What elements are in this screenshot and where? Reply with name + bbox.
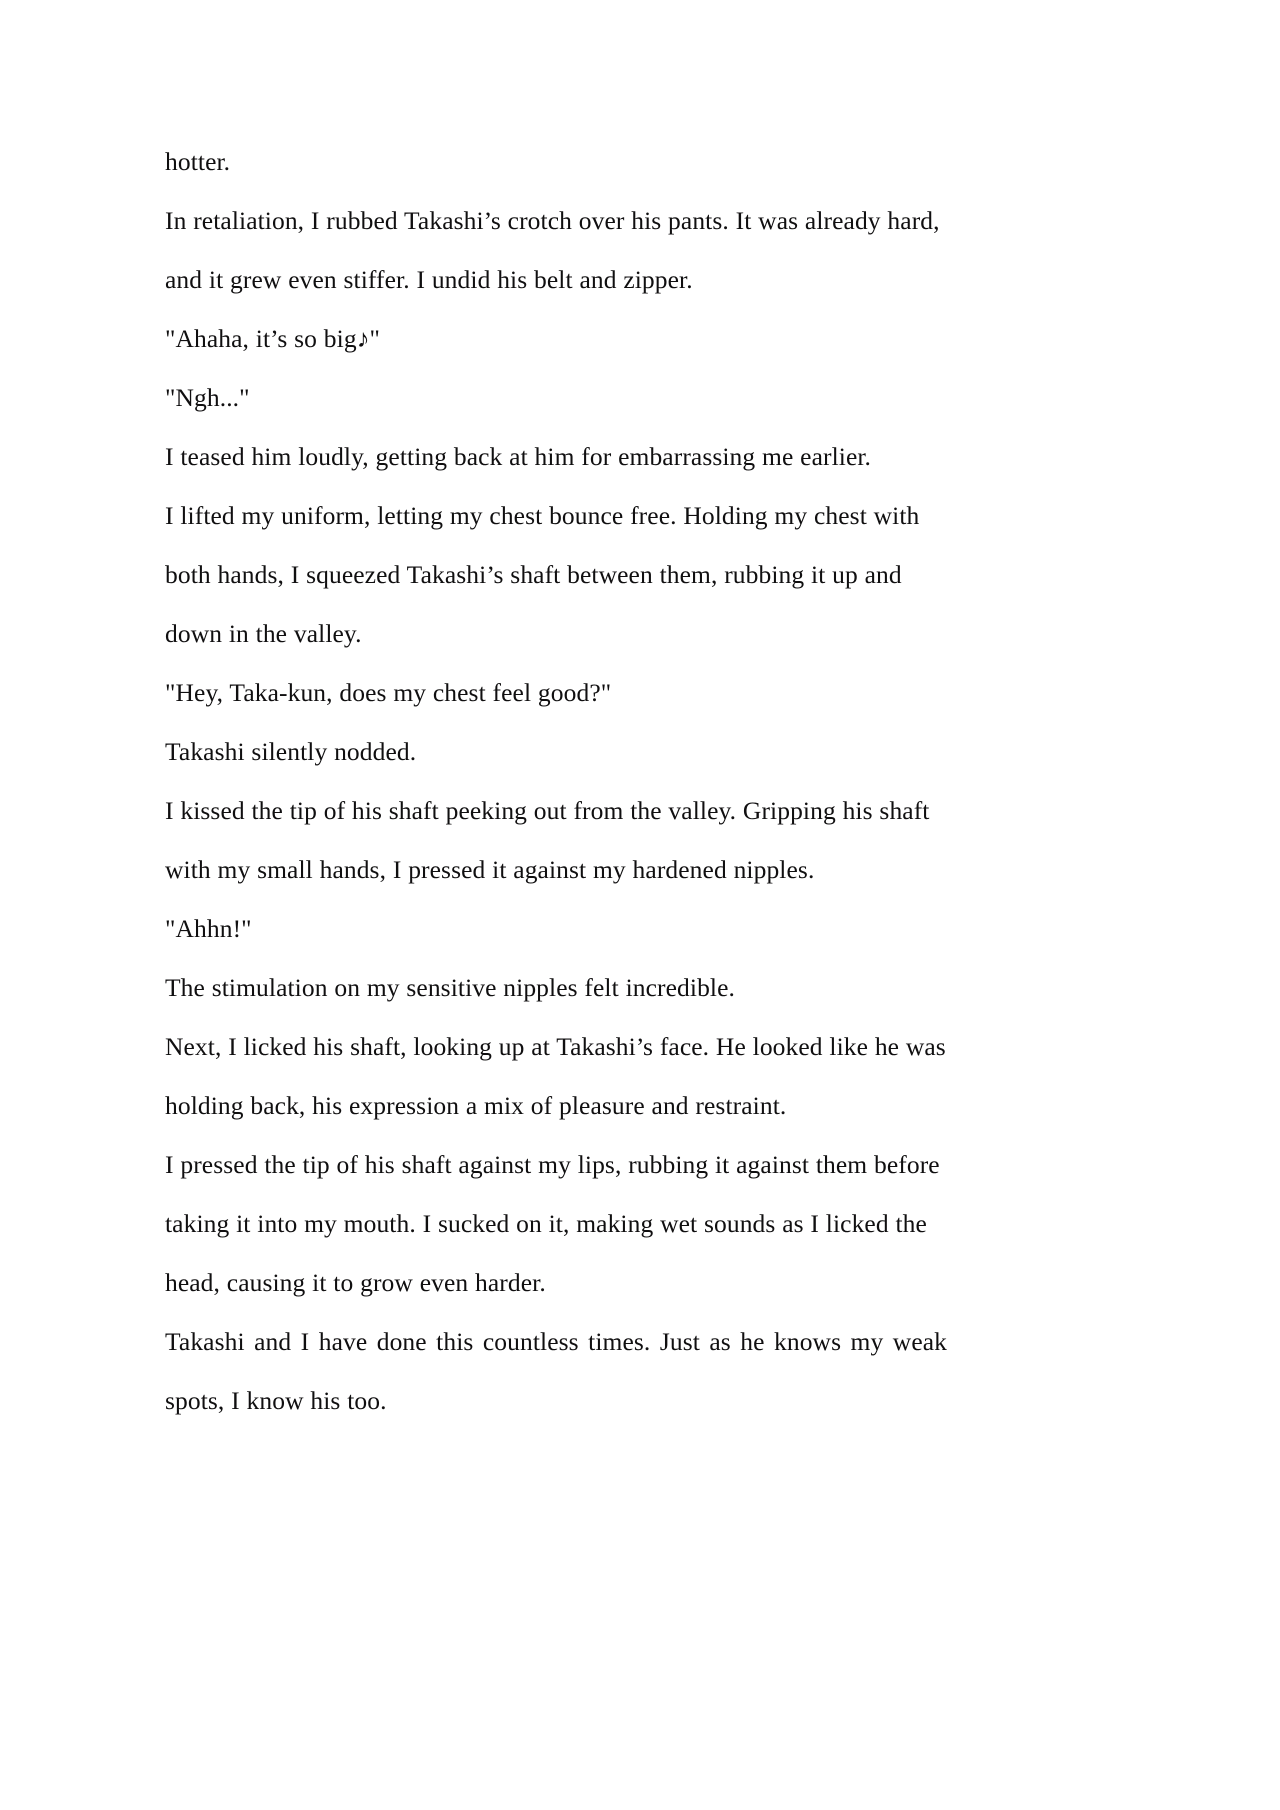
page-bottom-margin [0, 1620, 1280, 1810]
paragraph: The stimulation on my sensitive nipples felt incredible. [165, 973, 736, 1002]
paragraph: I pressed the tip of his shaft against my lips, rubbing it against them before taking it into my mouth. I sucked on it, making wet sounds as I licked the head, causing it to grow even harder. [165, 1150, 940, 1297]
paragraph: Next, I licked his shaft, looking up at Takashi’s face. He looked like he was holding back, his expression a mix of pleasure and restraint. [165, 1032, 946, 1120]
paragraph: hotter. [165, 147, 231, 176]
paragraph: Takashi silently nodded. [165, 737, 417, 766]
paragraph: In retaliation, I rubbed Takashi’s crotch over his pants. It was already hard, and it grew even stiffer. I undid his belt and zipper. [165, 206, 940, 294]
paragraph: I teased him loudly, getting back at him for embarrassing me earlier. [165, 442, 872, 471]
paragraph: Takashi and I have done this countless times. Just as he knows my weak spots, I know his too. [165, 1327, 947, 1415]
paragraph: "Hey, Taka-kun, does my chest feel good?" [165, 678, 612, 707]
paragraph: I kissed the tip of his shaft peeking out from the valley. Gripping his shaft with my small hands, I pressed it against my hardened nipples. [165, 796, 930, 884]
paragraph: I lifted my uniform, letting my chest bounce free. Holding my chest with both hands, I squeezed Takashi’s shaft between them, rubbing it up and down in the valley. [165, 501, 920, 648]
paragraph: "Ahaha, it’s so big♪" [165, 324, 381, 353]
body-text-column [165, 132, 947, 1430]
paragraph: "Ahhn!" [165, 914, 252, 943]
paragraph: "Ngh..." [165, 383, 250, 412]
